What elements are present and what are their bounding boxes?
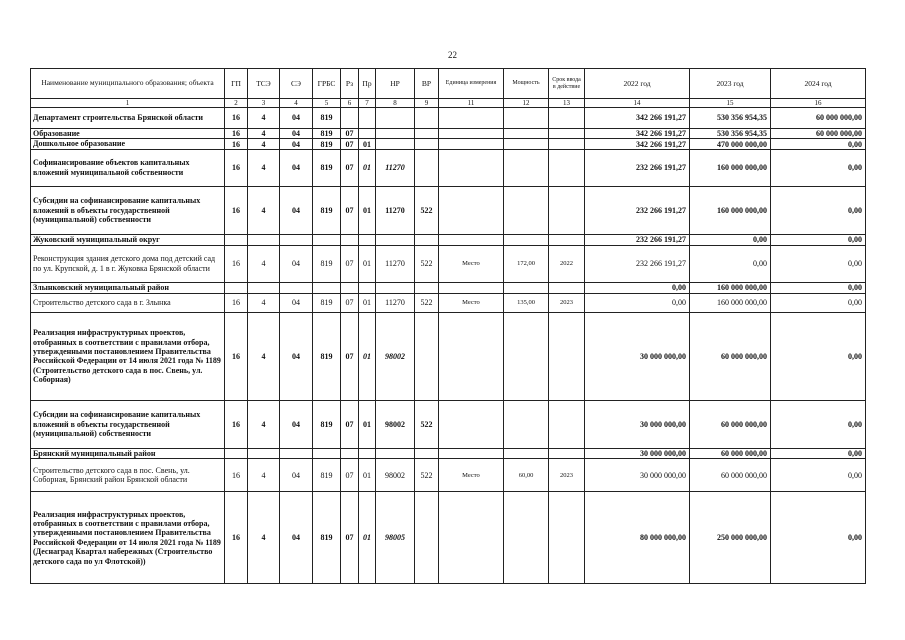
row-name-cell: Реализация инфраструктурных проектов, отобранных в соответствии с правилами отбора, утвержденными постановлением Правительства Российской Федерации от 14 июля 2021 года № 1189 (Деснаград Квартал набережных (Строительство детского сада по ул Флотской)): [31, 492, 225, 584]
row-unit-cell: [439, 448, 504, 458]
row-se-cell: 04: [280, 108, 313, 129]
row-cap-cell: [504, 234, 549, 245]
row-name-cell: Субсидии на софинансирование капитальных вложений в объекты государственной (муниципальной) собственности: [31, 186, 225, 234]
table-row: [31, 129, 866, 139]
row-gp-cell: [225, 282, 248, 293]
column-number-cell: 2: [225, 99, 248, 108]
header-2023: 2023 год: [690, 69, 771, 99]
column-number-cell: 1: [31, 99, 225, 108]
row-unit-cell: Место: [439, 245, 504, 282]
table-row: [31, 459, 866, 492]
column-number-cell: 13: [549, 99, 585, 108]
row-y2023-cell: 160 000 000,00: [690, 293, 771, 312]
row-gp-cell: [225, 234, 248, 245]
header-2022: 2022 год: [585, 69, 690, 99]
row-vr-cell: [415, 312, 439, 400]
row-y2023-cell: 250 000 000,00: [690, 492, 771, 584]
row-tse-cell: 4: [248, 400, 280, 448]
row-y2024-cell: 0,00: [771, 448, 866, 458]
row-tse-cell: 4: [248, 459, 280, 492]
row-y2023-cell: 530 356 954,35: [690, 129, 771, 139]
row-nr-cell: 11270: [376, 293, 415, 312]
row-pr-cell: [359, 282, 376, 293]
row-grbs-cell: 819: [313, 139, 341, 149]
row-se-cell: 04: [280, 129, 313, 139]
row-pr-cell: 01: [359, 139, 376, 149]
budget-table: [30, 68, 866, 584]
row-se-cell: [280, 448, 313, 458]
row-nr-cell: 98002: [376, 312, 415, 400]
row-vr-cell: [415, 108, 439, 129]
header-name: Наименование муниципального образования; объекта: [31, 69, 225, 99]
row-y2023-cell: 160 000 000,00: [690, 186, 771, 234]
row-rz-cell: 07: [341, 400, 359, 448]
row-unit-cell: [439, 234, 504, 245]
row-pr-cell: 01: [359, 459, 376, 492]
row-nr-cell: 11270: [376, 245, 415, 282]
row-pr-cell: 01: [359, 245, 376, 282]
row-cap-cell: [504, 108, 549, 129]
header-capacity: Мощность: [504, 69, 549, 99]
row-grbs-cell: 819: [313, 312, 341, 400]
row-grbs-cell: 819: [313, 129, 341, 139]
row-y2023-cell: 0,00: [690, 234, 771, 245]
row-y2022-cell: 80 000 000,00: [585, 492, 690, 584]
row-y2022-cell: 0,00: [585, 282, 690, 293]
row-y2022-cell: 232 266 191,27: [585, 149, 690, 186]
row-rz-cell: [341, 108, 359, 129]
row-rz-cell: 07: [341, 186, 359, 234]
row-grbs-cell: [313, 234, 341, 245]
row-term-cell: 2023: [549, 459, 585, 492]
row-rz-cell: 07: [341, 149, 359, 186]
row-cap-cell: [504, 186, 549, 234]
row-name-cell: Строительство детского сада в пос. Свень, ул. Соборная, Брянский район Брянской области: [31, 459, 225, 492]
row-unit-cell: [439, 129, 504, 139]
row-y2024-cell: 60 000 000,00: [771, 108, 866, 129]
table-row: [31, 108, 866, 129]
row-y2024-cell: 0,00: [771, 245, 866, 282]
row-name-cell: Образование: [31, 129, 225, 139]
row-vr-cell: [415, 448, 439, 458]
column-number-cell: 15: [690, 99, 771, 108]
header-vr: ВР: [415, 69, 439, 99]
row-name-cell: Субсидии на софинансирование капитальных вложений в объекты государственной (муниципальной) собственности: [31, 400, 225, 448]
row-tse-cell: 4: [248, 186, 280, 234]
table-header-row: [31, 69, 866, 99]
header-rz: Рз: [341, 69, 359, 99]
row-se-cell: 04: [280, 186, 313, 234]
column-number-cell: 5: [313, 99, 341, 108]
row-se-cell: 04: [280, 149, 313, 186]
row-grbs-cell: 819: [313, 400, 341, 448]
row-pr-cell: 01: [359, 149, 376, 186]
row-grbs-cell: [313, 282, 341, 293]
row-y2024-cell: 0,00: [771, 459, 866, 492]
table-row: [31, 293, 866, 312]
row-rz-cell: [341, 282, 359, 293]
row-gp-cell: 16: [225, 139, 248, 149]
row-nr-cell: 98002: [376, 459, 415, 492]
row-y2024-cell: 0,00: [771, 492, 866, 584]
row-unit-cell: Место: [439, 293, 504, 312]
row-term-cell: [549, 186, 585, 234]
row-vr-cell: [415, 234, 439, 245]
header-grbs: ГРБС: [313, 69, 341, 99]
row-name-cell: Департамент строительства Брянской области: [31, 108, 225, 129]
row-tse-cell: 4: [248, 129, 280, 139]
row-gp-cell: 16: [225, 459, 248, 492]
header-unit: Единица измерения: [439, 69, 504, 99]
row-pr-cell: [359, 448, 376, 458]
row-cap-cell: [504, 129, 549, 139]
row-name-cell: Реконструкция здания детского дома под детский сад по ул. Крупской, д. 1 в г. Жуковка Брянской области: [31, 245, 225, 282]
row-y2024-cell: 0,00: [771, 282, 866, 293]
row-pr-cell: 01: [359, 312, 376, 400]
row-y2023-cell: 530 356 954,35: [690, 108, 771, 129]
row-y2023-cell: 160 000 000,00: [690, 282, 771, 293]
row-tse-cell: 4: [248, 149, 280, 186]
row-se-cell: [280, 282, 313, 293]
row-y2022-cell: 232 266 191,27: [585, 245, 690, 282]
row-term-cell: [549, 492, 585, 584]
row-pr-cell: 01: [359, 293, 376, 312]
row-nr-cell: [376, 448, 415, 458]
row-term-cell: 2023: [549, 293, 585, 312]
header-2024: 2024 год: [771, 69, 866, 99]
row-gp-cell: 16: [225, 312, 248, 400]
row-unit-cell: [439, 312, 504, 400]
header-tse: ТСЭ: [248, 69, 280, 99]
row-y2024-cell: 60 000 000,00: [771, 129, 866, 139]
row-vr-cell: [415, 282, 439, 293]
row-y2022-cell: 342 266 191,27: [585, 139, 690, 149]
row-tse-cell: 4: [248, 245, 280, 282]
row-grbs-cell: 819: [313, 459, 341, 492]
row-rz-cell: 07: [341, 245, 359, 282]
row-unit-cell: [439, 108, 504, 129]
row-rz-cell: 07: [341, 139, 359, 149]
row-se-cell: 04: [280, 400, 313, 448]
row-cap-cell: [504, 400, 549, 448]
column-number-cell: 3: [248, 99, 280, 108]
row-vr-cell: 522: [415, 400, 439, 448]
row-y2024-cell: 0,00: [771, 149, 866, 186]
row-se-cell: 04: [280, 459, 313, 492]
row-grbs-cell: 819: [313, 186, 341, 234]
row-rz-cell: 07: [341, 459, 359, 492]
column-number-cell: 14: [585, 99, 690, 108]
row-y2023-cell: 60 000 000,00: [690, 312, 771, 400]
column-number-cell: 7: [359, 99, 376, 108]
row-term-cell: [549, 149, 585, 186]
row-y2022-cell: 232 266 191,27: [585, 234, 690, 245]
row-y2023-cell: 60 000 000,00: [690, 459, 771, 492]
row-pr-cell: 01: [359, 186, 376, 234]
row-term-cell: [549, 400, 585, 448]
row-name-cell: Жуковский муниципальный округ: [31, 234, 225, 245]
row-unit-cell: [439, 282, 504, 293]
row-name-cell: Брянский муниципальный район: [31, 448, 225, 458]
row-unit-cell: [439, 139, 504, 149]
row-nr-cell: 98002: [376, 400, 415, 448]
table-row: [31, 245, 866, 282]
row-y2023-cell: 160 000 000,00: [690, 149, 771, 186]
row-y2023-cell: 0,00: [690, 245, 771, 282]
row-y2022-cell: 342 266 191,27: [585, 129, 690, 139]
row-cap-cell: [504, 282, 549, 293]
row-vr-cell: 522: [415, 186, 439, 234]
row-y2024-cell: 0,00: [771, 400, 866, 448]
row-rz-cell: 07: [341, 492, 359, 584]
row-y2022-cell: 30 000 000,00: [585, 400, 690, 448]
row-se-cell: 04: [280, 492, 313, 584]
row-grbs-cell: 819: [313, 492, 341, 584]
column-number-cell: 6: [341, 99, 359, 108]
table-row: [31, 149, 866, 186]
row-gp-cell: 16: [225, 492, 248, 584]
header-nr: НР: [376, 69, 415, 99]
row-nr-cell: [376, 129, 415, 139]
row-name-cell: Софинансирование объектов капитальных вложений муниципальной собственности: [31, 149, 225, 186]
row-gp-cell: 16: [225, 129, 248, 139]
row-y2023-cell: 470 000 000,00: [690, 139, 771, 149]
row-name-cell: Строительство детского сада в г. Злынка: [31, 293, 225, 312]
row-name-cell: Дошкольное образование: [31, 139, 225, 149]
row-cap-cell: [504, 149, 549, 186]
row-vr-cell: [415, 492, 439, 584]
header-term: Срок ввода в действие: [549, 69, 585, 99]
row-cap-cell: [504, 312, 549, 400]
row-tse-cell: 4: [248, 492, 280, 584]
row-cap-cell: [504, 492, 549, 584]
table-row: [31, 186, 866, 234]
row-cap-cell: 172,00: [504, 245, 549, 282]
row-cap-cell: [504, 448, 549, 458]
row-rz-cell: 07: [341, 312, 359, 400]
row-gp-cell: 16: [225, 186, 248, 234]
row-y2022-cell: 232 266 191,27: [585, 186, 690, 234]
table-row: [31, 448, 866, 458]
row-unit-cell: [439, 492, 504, 584]
row-pr-cell: [359, 129, 376, 139]
row-se-cell: 04: [280, 293, 313, 312]
row-y2023-cell: 60 000 000,00: [690, 400, 771, 448]
row-gp-cell: 16: [225, 149, 248, 186]
row-y2024-cell: 0,00: [771, 139, 866, 149]
row-gp-cell: 16: [225, 400, 248, 448]
row-tse-cell: 4: [248, 312, 280, 400]
row-term-cell: [549, 282, 585, 293]
row-y2024-cell: 0,00: [771, 234, 866, 245]
header-se: СЭ: [280, 69, 313, 99]
column-number-cell: 9: [415, 99, 439, 108]
row-term-cell: [549, 448, 585, 458]
row-tse-cell: [248, 282, 280, 293]
column-number-cell: 4: [280, 99, 313, 108]
row-vr-cell: 522: [415, 245, 439, 282]
row-se-cell: 04: [280, 139, 313, 149]
row-pr-cell: [359, 108, 376, 129]
row-vr-cell: [415, 139, 439, 149]
row-cap-cell: 60,00: [504, 459, 549, 492]
row-gp-cell: 16: [225, 108, 248, 129]
row-rz-cell: [341, 234, 359, 245]
table-row: [31, 492, 866, 584]
column-number-cell: 16: [771, 99, 866, 108]
row-tse-cell: 4: [248, 108, 280, 129]
column-number-cell: 12: [504, 99, 549, 108]
row-nr-cell: 98005: [376, 492, 415, 584]
row-se-cell: 04: [280, 312, 313, 400]
row-rz-cell: 07: [341, 129, 359, 139]
row-term-cell: [549, 108, 585, 129]
row-unit-cell: Место: [439, 459, 504, 492]
row-vr-cell: [415, 149, 439, 186]
row-y2024-cell: 0,00: [771, 312, 866, 400]
row-gp-cell: [225, 448, 248, 458]
row-y2022-cell: 30 000 000,00: [585, 312, 690, 400]
row-unit-cell: [439, 186, 504, 234]
row-grbs-cell: 819: [313, 149, 341, 186]
row-y2022-cell: 30 000 000,00: [585, 459, 690, 492]
row-term-cell: [549, 312, 585, 400]
row-unit-cell: [439, 400, 504, 448]
row-tse-cell: [248, 234, 280, 245]
table-row: [31, 312, 866, 400]
row-pr-cell: 01: [359, 492, 376, 584]
row-cap-cell: 135,00: [504, 293, 549, 312]
row-gp-cell: 16: [225, 293, 248, 312]
row-y2022-cell: 342 266 191,27: [585, 108, 690, 129]
row-nr-cell: [376, 108, 415, 129]
column-number-cell: 8: [376, 99, 415, 108]
row-term-cell: [549, 234, 585, 245]
table-row: [31, 234, 866, 245]
row-name-cell: Злынковский муниципальный район: [31, 282, 225, 293]
row-grbs-cell: 819: [313, 293, 341, 312]
row-nr-cell: 11270: [376, 149, 415, 186]
row-nr-cell: [376, 234, 415, 245]
row-y2022-cell: 30 000 000,00: [585, 448, 690, 458]
table-row: [31, 400, 866, 448]
row-vr-cell: 522: [415, 459, 439, 492]
row-y2024-cell: 0,00: [771, 186, 866, 234]
column-number-row: [31, 99, 866, 108]
row-tse-cell: 4: [248, 139, 280, 149]
row-name-cell: Реализация инфраструктурных проектов, отобранных в соответствии с правилами отбора, утвержденными постановлением Правительства Российской Федерации от 14 июля 2021 года № 1189 (Строительство детского сада в пос. Свень, ул. Соборная): [31, 312, 225, 400]
row-term-cell: [549, 139, 585, 149]
page-number: 22: [448, 50, 457, 60]
row-vr-cell: 522: [415, 293, 439, 312]
row-vr-cell: [415, 129, 439, 139]
row-grbs-cell: [313, 448, 341, 458]
row-tse-cell: 4: [248, 293, 280, 312]
row-rz-cell: [341, 448, 359, 458]
row-term-cell: 2022: [549, 245, 585, 282]
row-grbs-cell: 819: [313, 245, 341, 282]
header-pr: Пр: [359, 69, 376, 99]
row-rz-cell: 07: [341, 293, 359, 312]
row-y2022-cell: 0,00: [585, 293, 690, 312]
row-unit-cell: [439, 149, 504, 186]
row-se-cell: 04: [280, 245, 313, 282]
header-gp: ГП: [225, 69, 248, 99]
column-number-cell: 11: [439, 99, 504, 108]
row-pr-cell: [359, 234, 376, 245]
row-y2023-cell: 60 000 000,00: [690, 448, 771, 458]
table-row: [31, 282, 866, 293]
table-row: [31, 139, 866, 149]
row-y2024-cell: 0,00: [771, 293, 866, 312]
row-nr-cell: [376, 139, 415, 149]
row-pr-cell: 01: [359, 400, 376, 448]
row-se-cell: [280, 234, 313, 245]
row-nr-cell: 11270: [376, 186, 415, 234]
row-tse-cell: [248, 448, 280, 458]
row-term-cell: [549, 129, 585, 139]
row-gp-cell: 16: [225, 245, 248, 282]
row-cap-cell: [504, 139, 549, 149]
row-nr-cell: [376, 282, 415, 293]
row-grbs-cell: 819: [313, 108, 341, 129]
